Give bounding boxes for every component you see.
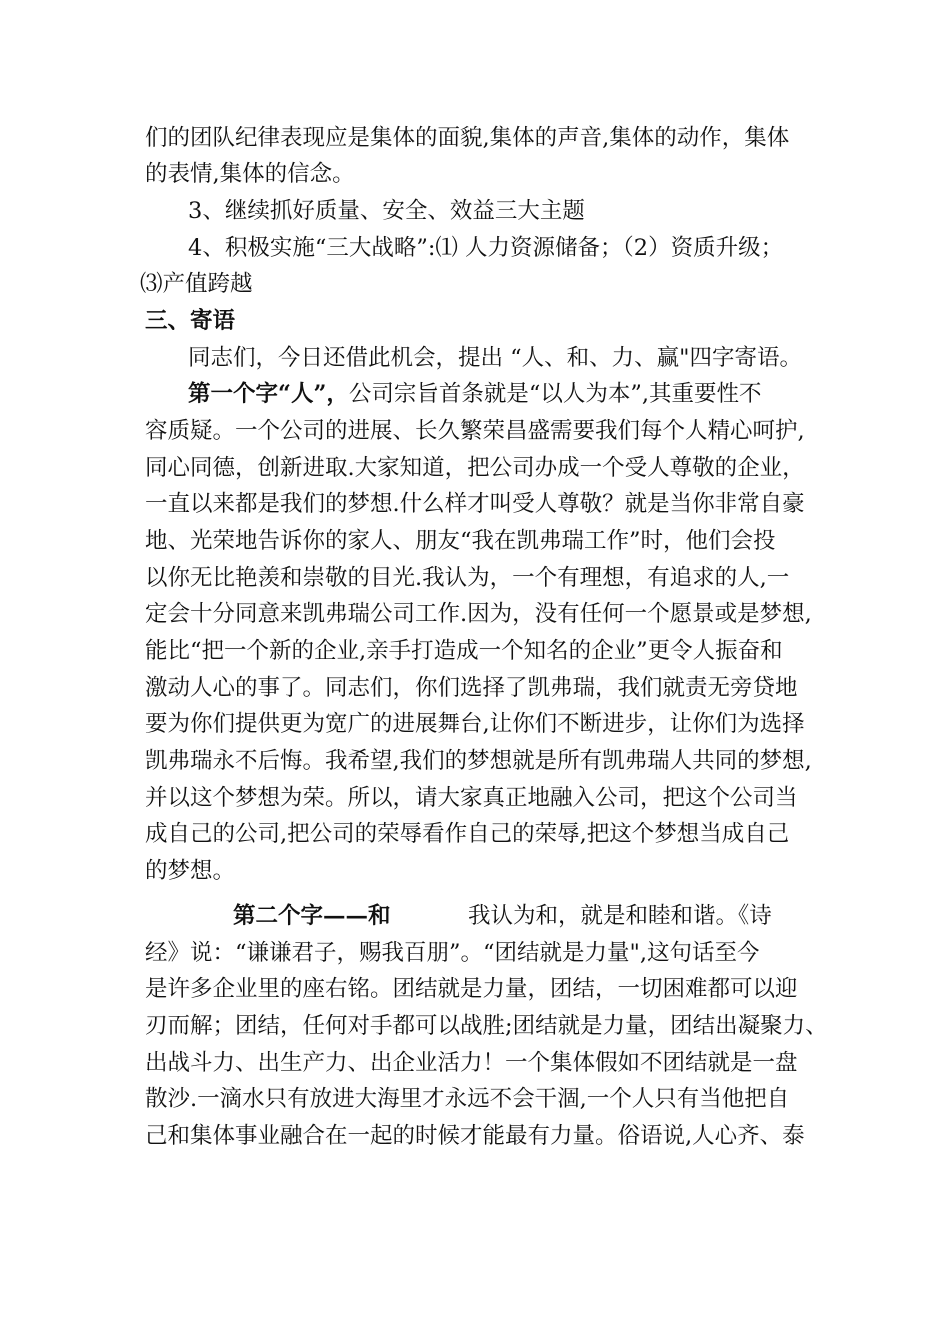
- text-line: 散沙.一滴水只有放进大海里才永远不会干涸,一个人只有当他把自: [145, 1086, 790, 1112]
- text-line: 并以这个梦想为荣。所以，请大家真正地融入公司，把这个公司当: [145, 785, 798, 811]
- text-line: 刃而解；团结，任何对手都可以战胜;团结就是力量，团结出凝聚力、: [145, 1013, 828, 1039]
- text-line: 地、光荣地告诉你的家人、朋友“我在凯弗瑞工作”时，他们会投: [145, 528, 776, 554]
- text-line: ⑶产值跨越: [140, 271, 253, 297]
- text-line: 凯弗瑞永不后悔。我希望,我们的梦想就是所有凯弗瑞人共同的梦想,: [145, 748, 812, 774]
- text-line: 经》说：“谦谦君子，赐我百朋”。“团结就是力量",这句话至今: [145, 940, 760, 966]
- text-line: 同志们，今日还借此机会，提出 “人、和、力、赢"四字寄语。: [188, 345, 803, 371]
- list-item-4: 4、积极实施“三大战略”:⑴ 人力资源储备；（2）资质升级；: [188, 235, 784, 261]
- text-line: 是许多企业里的座右铭。团结就是力量，团结，一切困难都可以迎: [145, 976, 798, 1002]
- text-line: 的梦想。: [145, 858, 236, 884]
- text-line: 同心同德，创新进取.大家知道，把公司办成一个受人尊敬的企业，: [145, 455, 805, 481]
- list-item-3: 3、继续抓好质量、安全、效益三大主题: [188, 198, 585, 224]
- text-line: 容质疑。一个公司的进展、长久繁荣昌盛需要我们每个人精心呵护,: [145, 418, 805, 444]
- first-word-heading: 第一个字“人”，: [188, 381, 349, 407]
- text-line: 出战斗力、出生产力、出企业活力！一个集体假如不团结就是一盘: [145, 1050, 798, 1076]
- text-line: 能比“把一个新的企业,亲手打造成一个知名的企业”更令人振奋和: [145, 638, 783, 664]
- text-line: 以你无比艳羡和崇敬的目光.我认为，一个有理想，有追求的人,一: [145, 565, 790, 591]
- text-line: 们的团队纪律表现应是集体的面貌,集体的声音,集体的动作，集体: [145, 125, 790, 151]
- paragraph-first-line: [188, 376, 868, 412]
- text-line: 成自己的公司,把公司的荣辱看作自己的荣辱,把这个梦想当成自己: [145, 821, 790, 847]
- text-line: 定会十分同意来凯弗瑞公司工作.因为，没有任何一个愿景或是梦想,: [145, 601, 812, 627]
- heading-text: 第二个字——和: [233, 903, 391, 929]
- text-line: 激动人心的事了。同志们，你们选择了凯弗瑞，我们就责无旁贷地: [145, 675, 798, 701]
- text-span: 公司宗旨首条就是“以人为本”,其重要性不: [348, 381, 762, 407]
- text-line: 的表情,集体的信念。: [145, 161, 355, 187]
- second-word-heading: [233, 898, 393, 934]
- text-line: 要为你们提供更为宽广的进展舞台,让你们不断进步，让你们为选择: [145, 711, 805, 737]
- text-line: 我认为和，就是和睦和谐。《诗: [468, 903, 772, 929]
- text-line: 一直以来都是我们的梦想.什么样才叫受人尊敬？就是当你非常自豪: [145, 491, 805, 517]
- section-heading: 三、寄语: [145, 308, 236, 334]
- text-line: 己和集体事业融合在一起的时候才能最有力量。俗语说,人心齐、泰: [145, 1123, 805, 1149]
